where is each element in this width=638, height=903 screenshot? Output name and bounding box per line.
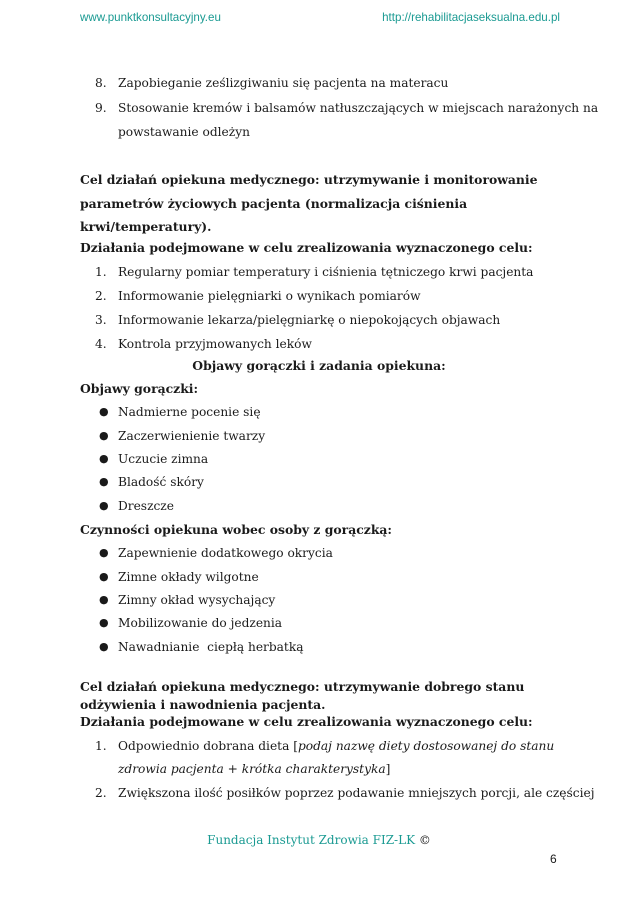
header-website-left[interactable]: www.punktkonsultacyjny.eu	[80, 11, 221, 24]
fever-title: Objawy gorączki i zadania opiekuna:	[192, 358, 446, 373]
list-number: 4.	[95, 337, 107, 351]
bullet-icon: ●	[99, 475, 109, 488]
bullet-icon: ●	[99, 405, 109, 418]
list-text: Nadmierne pocenie się	[118, 405, 261, 419]
list-number: 2.	[95, 289, 107, 303]
list-text: Informowanie pielęgniarki o wynikach pomiarów	[118, 289, 421, 303]
list-text-suffix: ]	[385, 762, 391, 776]
list-text: Informowanie lekarza/pielęgniarkę o niepokojących objawach	[118, 313, 501, 327]
list-text: Bladość skóry	[118, 475, 204, 489]
bullet-icon: ●	[99, 499, 109, 512]
list-number: 2.	[95, 786, 107, 800]
list-text-prefix: Odpowiednio dobrana dieta [	[118, 739, 298, 753]
list-text: Zapewnienie dodatkowego okrycia	[118, 546, 333, 560]
list-text: Regularny pomiar temperatury i ciśnienia tętniczego krwi pacjenta	[118, 265, 534, 279]
list-text	[118, 739, 554, 753]
symptoms-heading: Objawy gorączki:	[80, 381, 199, 396]
bullet-icon: ●	[99, 640, 109, 653]
goal-heading-line: krwi/temperatury).	[80, 219, 212, 234]
list-text-italic: zdrowia pacjenta + krótka charakterystyka	[118, 762, 386, 776]
copyright-symbol: ©	[418, 833, 431, 847]
list-text-continuation: powstawanie odleżyn	[118, 125, 250, 139]
list-text-italic: podaj nazwę diety dostosowanej do stanu	[297, 739, 555, 753]
bullet-icon: ●	[99, 570, 109, 583]
list-text: Mobilizowanie do jedzenia	[118, 616, 283, 630]
list-text: Kontrola przyjmowanych leków	[118, 337, 312, 351]
goal-heading-line: odżywienia i nawodnienia pacjenta.	[80, 697, 326, 712]
list-number: 8.	[95, 76, 107, 90]
goal-heading-line: parametrów życiowych pacjenta (normalizacja ciśnienia	[80, 196, 468, 211]
footer-text: Fundacja Instytut Zdrowia FIZ-LK	[207, 833, 419, 847]
list-text: Dreszcze	[118, 499, 174, 513]
bullet-icon: ●	[99, 546, 109, 559]
bullet-icon: ●	[99, 429, 109, 442]
list-number: 1.	[95, 265, 107, 279]
bullet-icon: ●	[99, 616, 109, 629]
list-text: Zwiększona ilość posiłków poprzez podawanie mniejszych porcji, ale częściej	[118, 786, 595, 800]
footer	[0, 833, 638, 847]
header-website-right[interactable]: http://rehabilitacjaseksualna.edu.pl	[382, 11, 560, 24]
list-text-continuation	[118, 762, 390, 776]
list-text: Zimne okłady wilgotne	[118, 570, 259, 584]
list-text: Stosowanie kremów i balsamów natłuszczających w miejscach narażonych na	[118, 101, 599, 115]
list-text: Zaczerwienienie twarzy	[118, 429, 266, 443]
list-number: 9.	[95, 101, 107, 115]
list-number: 1.	[95, 739, 107, 753]
list-text: Nawadnianie ciepłą herbatką	[118, 640, 304, 654]
list-text: Zimny okład wysychający	[118, 593, 276, 607]
bullet-icon: ●	[99, 452, 109, 465]
fever-actions-heading: Czynności opiekuna wobec osoby z gorączką:	[80, 522, 393, 537]
goal-heading-line: Cel działań opiekuna medycznego: utrzymywanie dobrego stanu	[80, 679, 525, 694]
page-number: 6	[550, 852, 557, 866]
list-text: Zapobieganie ześlizgiwaniu się pacjenta na materacu	[118, 76, 449, 90]
bullet-icon: ●	[99, 593, 109, 606]
actions-heading: Działania podejmowane w celu zrealizowania wyznaczonego celu:	[80, 240, 533, 255]
actions-heading: Działania podejmowane w celu zrealizowania wyznaczonego celu:	[80, 714, 533, 729]
goal-heading-line: Cel działań opiekuna medycznego: utrzymywanie i monitorowanie	[80, 172, 538, 187]
list-text: Uczucie zimna	[118, 452, 209, 466]
list-number: 3.	[95, 313, 107, 327]
